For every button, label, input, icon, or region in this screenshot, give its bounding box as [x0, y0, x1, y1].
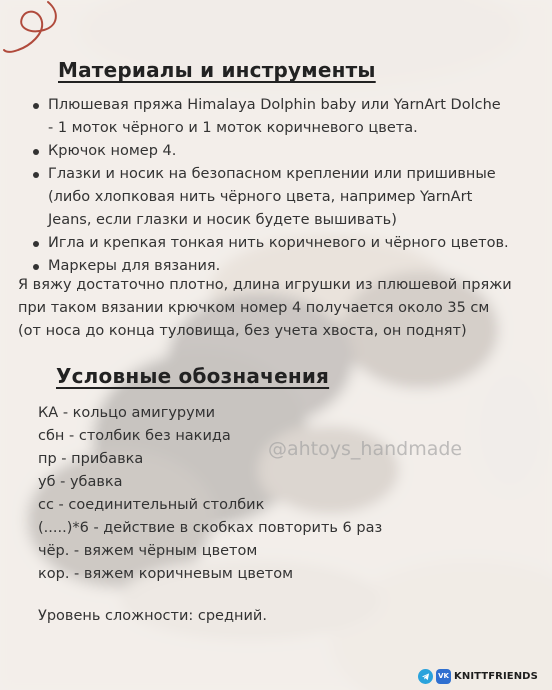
list-item: Плюшевая пряжа Himalaya Dolphin baby или YarnArt Dolche - 1 моток чёрного и 1 моток коричневого цвета. — [30, 94, 530, 140]
legend-item: (.....)*6 - действие в скобках повторить 6 раз — [38, 520, 383, 536]
list-item: Крючок номер 4. — [30, 140, 530, 163]
materials-heading: Материалы и инструменты — [58, 58, 376, 82]
footer-brand[interactable] — [418, 668, 538, 684]
size-note: Я вяжу достаточно плотно, длина игрушки из плюшевой пряжи при таком вязании крючком номер 4 получается около 35 см (от носа до конца туловища, без учета хвоста, он поднят) — [18, 277, 512, 339]
vk-icon[interactable]: VK — [436, 669, 451, 684]
legend-heading: Условные обозначения — [56, 364, 330, 388]
legend-item: КА - кольцо амигуруми — [38, 405, 216, 421]
list-item: Игла и крепкая тонкая нить коричневого и чёрного цветов. — [30, 232, 530, 255]
watermark-text: @ahtoys_handmade — [268, 438, 463, 460]
list-item: Глазки и носик на безопасном креплении или пришивные (либо хлопковая нить чёрного цвета, например YarnArt Jeans, если глазки и носик будете вышивать) — [30, 163, 530, 232]
legend-item: пр - прибавка — [38, 451, 144, 467]
telegram-icon[interactable] — [418, 669, 433, 684]
legend-item: кор. - вяжем коричневым цветом — [38, 566, 294, 582]
legend-item: сс - соединительный столбик — [38, 497, 265, 513]
legend-item: чёр. - вяжем чёрным цветом — [38, 543, 258, 559]
list-item: Маркеры для вязания. — [30, 255, 530, 278]
legend-list — [38, 402, 518, 586]
legend-item: уб - убавка — [38, 474, 123, 490]
difficulty-text: Уровень сложности: средний. — [38, 608, 267, 624]
materials-list — [30, 94, 530, 278]
legend-item: сбн - столбик без накида — [38, 428, 231, 444]
brand-label: KNITTFRIENDS — [454, 670, 538, 682]
